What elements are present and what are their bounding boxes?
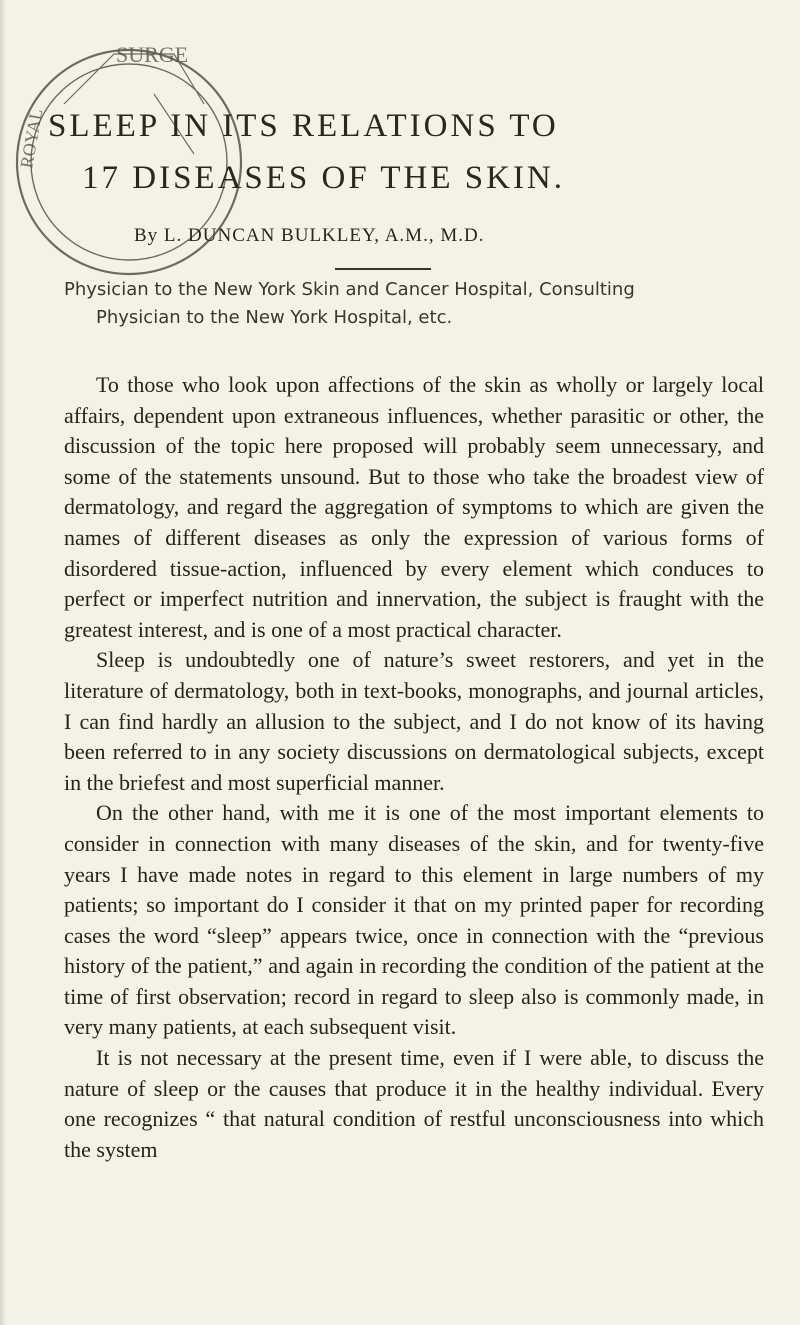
stamp-top-text: SURGE — [116, 42, 189, 67]
title-line-2-text: DISEASES OF THE SKIN. — [132, 160, 566, 196]
author-affiliation — [64, 276, 764, 332]
paragraph-3: On the other hand, with me it is one of the most important elements to consider in connection with many diseases of the skin, and for twenty-five years I have made notes in regard to this element in large numbers of my patients; so important do I consider it that on my printed paper for recording cases the word “sleep” appears twice, once in connection with the “previous history of the patient,” and again in recording the condition of the patient at the time of first observation; record in regard to sleep also is commonly made, in very many patients, at each subsequent visit. — [64, 800, 764, 1040]
title-divider — [335, 268, 431, 270]
title-line-2 — [82, 160, 565, 197]
stamp-number: 17 — [82, 160, 121, 196]
affiliation-line-2: Physician to the New York Hospital, etc. — [96, 307, 453, 328]
page-edge-shadow — [0, 0, 6, 1325]
author-byline: By L. DUNCAN BULKLEY, A.M., M.D. — [134, 225, 485, 246]
article-body — [64, 370, 764, 1165]
paragraph-4: It is not necessary at the present time, even if I were able, to discuss the nature of sleep or the causes that produce it in the healthy individual. Every one recognizes “ that natural condition of restful unconsciousness into which the system — [64, 1045, 764, 1162]
stamp-side-text: ROYAL — [16, 107, 47, 170]
paragraph-2: Sleep is undoubtedly one of nature’s sweet restorers, and yet in the literature of dermatology, both in text-books, monographs, and journal articles, I can find hardly an allusion to the subject, and I do not know of its having been referred to in any society discussions on dermatological subjects, except in the briefest and most superficial manner. — [64, 647, 764, 795]
paragraph-1: To those who look upon affections of the skin as wholly or largely local affairs, dependent upon extraneous influences, whether parasitic or other, the discussion of the topic here proposed will probably seem unnecessary, and some of the statements unsound. But to those who take the broadest view of dermatology, and regard the aggregation of symptoms to which are given the names of different diseases as only the expression of various forms of disordered tissue-action, influenced by every element which conduces to perfect or imperfect nutrition and innervation, the subject is fraught with the greatest interest, and is one of a most practical character. — [64, 372, 764, 642]
affiliation-line-1: Physician to the New York Skin and Cancer Hospital, Consulting — [64, 279, 635, 300]
title-line-1: SLEEP IN ITS RELATIONS TO — [48, 108, 559, 144]
